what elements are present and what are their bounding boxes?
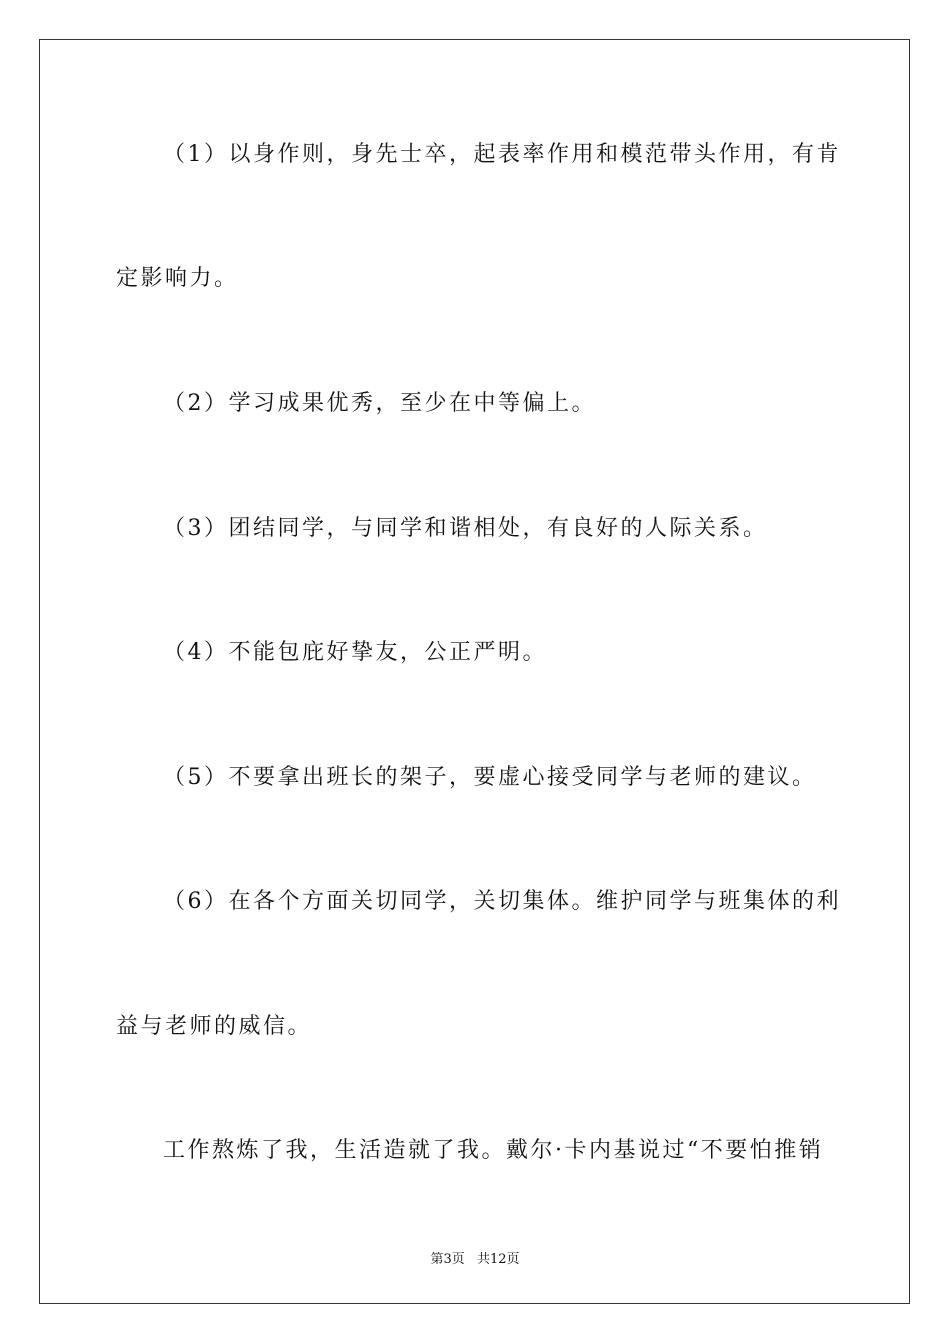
paragraph-line-5: （4）不能包庇好挚友，公正严明。 — [163, 640, 547, 665]
page-border — [39, 39, 910, 1304]
paragraph-line-9: 工作熬炼了我，生活造就了我。戴尔·卡内基说过“不要怕推销 — [163, 1138, 824, 1163]
paragraph-line-1: （1）以身作则，身先士卒，起表率作用和模范带头作用，有肯 — [163, 142, 841, 167]
paragraph-line-8: 益与老师的威信。 — [116, 1014, 313, 1039]
page-number: 第3页 — [430, 1252, 465, 1267]
paragraph-line-6: （5）不要拿出班长的架子，要虚心接受同学与老师的建议。 — [163, 765, 817, 790]
page-total: 共12页 — [476, 1252, 520, 1267]
paragraph-line-7: （6）在各个方面关切同学，关切集体。维护同学与班集体的利 — [163, 889, 841, 914]
paragraph-line-3: （2）学习成果优秀，至少在中等偏上。 — [163, 391, 596, 416]
paragraph-line-4: （3）团结同学，与同学和谐相处，有良好的人际关系。 — [163, 516, 768, 541]
paragraph-line-2: 定影响力。 — [116, 266, 239, 291]
page-footer — [0, 1248, 950, 1267]
